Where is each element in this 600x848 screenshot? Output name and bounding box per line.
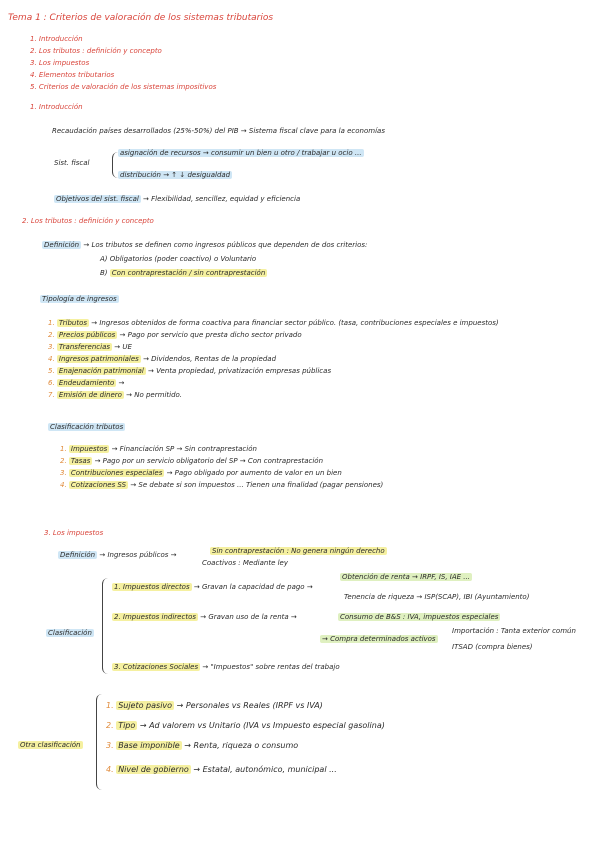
item-number: 4. [60,481,67,489]
item-number: 2. [48,331,55,339]
item-label: Contribuciones especiales [70,469,163,477]
item-text: → Renta, riqueza o consumo [184,741,299,750]
item-text: → Pago obligado por aumento de valor en un bien [166,469,342,477]
sist-fiscal-label: Sist. fiscal [54,159,90,167]
otra-clas-label [18,742,83,749]
item-text: → Estatal, autonómico, municipal ... [193,765,337,774]
s3-clas-label [46,630,94,637]
item-label: Transferencias [58,343,111,351]
s2-def-text: → Los tributos se definen como ingresos públicos que dependen de dos criterios: [83,241,368,249]
objetivos-text: → Flexibilidad, sencillez, equidad y eficiencia [143,195,301,203]
item-label: Tasas [70,457,91,465]
list-item [48,344,132,351]
index-item: 5. Criterios de valoración de los sistemas impositivos [30,83,217,91]
item-text: → Pago por servicio que presta dicho sector privado [119,331,302,339]
c3-row [112,664,340,671]
c2-branch-2a [452,628,576,635]
sist-branch-2 [118,172,232,179]
c3-text: → "Impuestos" sobre rentas del trabajo [202,663,340,671]
item-number: 1. [48,319,55,327]
c2-branch-1 [338,614,500,621]
item-text: → Ad valorem vs Unitario (IVA vs Impuesto especial gasolina) [139,721,385,730]
s3-def-branch-2 [202,560,288,567]
s2-opt-b [100,270,267,277]
s3-def-row [58,552,176,559]
item-label: Endeudamiento [58,379,115,387]
c2-text: → Gravan uso de la renta → [200,613,297,621]
item-text: → Venta propiedad, privatización empresas públicas [148,367,332,375]
otra-label-text: Otra clasificación [20,741,81,749]
list-item [48,332,302,339]
index-item: 2. Los tributos : definición y concepto [30,47,162,55]
def-b2-text: Coactivos : Mediante ley [202,559,289,567]
branch-1-text: asignación de recursos → consumir un bien u otro / trabajar u ocio ... [120,149,362,157]
item-label: Precios públicos [58,331,116,339]
item-text: → No permitido. [126,391,183,399]
list-item [48,356,276,363]
otra-brace [96,694,105,790]
item-label: Tipo [118,721,136,730]
tipologia-text: Tipología de ingresos [42,295,117,303]
item-number: 1. [106,701,114,710]
item-number: 3. [106,741,114,750]
list-item [48,380,124,387]
s2-def-row [42,242,367,249]
index-item: 3. Los impuestos [30,59,90,67]
item-text: → UE [114,343,132,351]
item-number: 2. [106,721,114,730]
c1-branch-1 [340,574,472,581]
item-number: 2. [60,457,67,465]
item-label: Ingresos patrimoniales [58,355,139,363]
c2-row [112,614,297,621]
item-label: Tributos [58,319,88,327]
item-text: → Financiación SP → Sin contraprestación [111,445,257,453]
clasif-text: Clasificación tributos [50,423,124,431]
c1-label: 1. Impuestos directos [114,583,190,591]
item-number: 4. [106,765,114,774]
list-item [60,446,257,453]
s3-def-text: → Ingresos públicos → [99,551,177,559]
s2-opt-b-text: Con contraprestación / sin contraprestación [111,269,266,277]
section-3-heading: 3. Los impuestos [44,529,104,537]
item-label: Emisión de dinero [58,391,122,399]
item-number: 7. [48,391,55,399]
objetivos-row [54,196,300,203]
item-label: Cotizaciones SS [70,481,127,489]
c1-b1-text: Obtención de renta → IRPF, IS, IAE ... [342,573,470,581]
item-number: 3. [60,469,67,477]
s2-opt-b-prefix: B) [100,269,108,277]
item-text: → Pago por un servicio obligatorio del SP → Con contraprestación [94,457,324,465]
section-2-heading: 2. Los tributos : definición y concepto [22,217,154,225]
item-number: 6. [48,379,55,387]
objetivos-label: Objetivos del sist. fiscal [56,195,139,203]
clas-brace [102,578,111,674]
list-item [106,722,385,730]
list-item [106,702,323,710]
item-number: 5. [48,367,55,375]
c2-label: 2. Impuestos indirectos [114,613,196,621]
c2-b2b-text: ITSAD (compra bienes) [452,643,533,651]
index-item: 4. Elementos tributarios [30,71,115,79]
item-label: Enajenación patrimonial [58,367,144,375]
item-number: 1. [60,445,67,453]
index-item: 1. Introducción [30,35,83,43]
item-text: → Se debate si son impuestos ... Tienen una finalidad (pagar pensiones) [130,481,384,489]
item-label: Sujeto pasivo [118,701,173,710]
item-text: → [118,379,125,387]
s1-line1: Recaudación países desarrollados (25%-50%) del PIB → Sistema fiscal clave para la economías [52,127,385,135]
list-item [48,320,499,327]
c1-row [112,584,313,591]
c2-branch-2b [452,644,533,651]
tipologia-heading [40,296,119,303]
item-label: Impuestos [70,445,108,453]
list-item [60,470,342,477]
clas-label-text: Clasificación [48,629,92,637]
item-label: Nivel de gobierno [118,765,189,774]
c1-text: → Gravan la capacidad de pago → [193,583,313,591]
c1-branch-2 [344,594,529,601]
clasif-heading [48,424,125,431]
def-b1-text: Sin contraprestación : No genera ningún derecho [212,547,385,555]
list-item [106,766,337,774]
item-number: 3. [48,343,55,351]
s2-def-label: Definición [44,241,80,249]
list-item [48,368,331,375]
c2-b2-text: → Compra determinados activos [322,635,436,643]
item-label: Base imponible [118,741,180,750]
item-text: → Dividendos, Rentas de la propiedad [143,355,277,363]
list-item [48,392,182,399]
c1-b2-text: Tenencia de riqueza → ISP(SCAP), IBI (Ayuntamiento) [344,593,530,601]
s2-opt-a: A) Obligatorios (poder coactivo) o Voluntario [100,255,257,263]
s3-def-branch-1 [210,548,387,555]
list-item [60,458,323,465]
sist-branch-1 [118,150,364,157]
section-1-heading: 1. Introducción [30,103,83,111]
c2-branch-2 [320,636,438,643]
c3-label: 3. Cotizaciones Sociales [114,663,199,671]
item-text: → Ingresos obtenidos de forma coactiva para financiar sector público. (tasa, contribuciones especiales e impuestos) [91,319,499,327]
list-item [106,742,298,750]
page-title: Tema 1 : Criterios de valoración de los sistemas tributarios [8,13,274,23]
c2-b2a-text: Importación : Tanta exterior común [452,627,576,635]
list-item [60,482,383,489]
c2-b1-text: Consumo de B&S : IVA, impuestos especiales [340,613,499,621]
s3-def-label: Definición [60,551,96,559]
item-text: → Personales vs Reales (IRPF vs IVA) [176,701,323,710]
branch-2-text: distribución → ↑ ↓ desigualdad [120,171,231,179]
item-number: 4. [48,355,55,363]
